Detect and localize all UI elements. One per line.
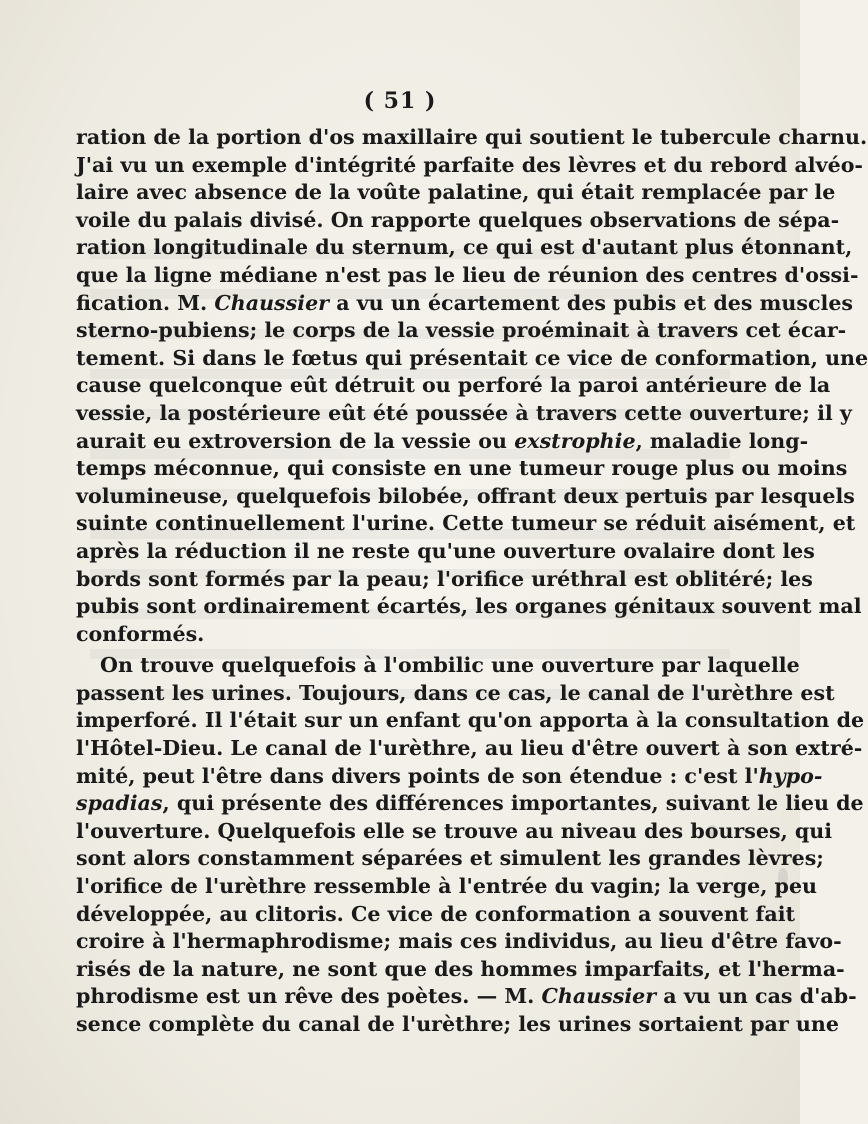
- text-line: pubis sont ordinairement écartés, les organes génitaux souvent mal: [76, 594, 862, 619]
- italic-term: spadias: [76, 791, 163, 816]
- text-line: phrodisme est un rêve des poètes. — M. Chaussier a vu un cas d'ab-: [76, 984, 857, 1009]
- text-line: imperforé. Il l'était sur un enfant qu'on apporta à la consultation de: [76, 708, 865, 733]
- text-line: que la ligne médiane n'est pas le lieu de réunion des centres d'ossi-: [76, 262, 859, 287]
- text-line: sont alors constamment séparées et simulent les grandes lèvres;: [76, 846, 824, 871]
- text-line: tement. Si dans le fœtus qui présentait ce vice de conformation, une: [76, 345, 868, 370]
- text-line: développée, au clitoris. Ce vice de conformation a souvent fait: [76, 901, 796, 926]
- text-line: passent les urines. Toujours, dans ce cas, le canal de l'urèthre est: [76, 680, 835, 705]
- text-line: suinte continuellement l'urine. Cette tumeur se réduit aisément, et: [76, 511, 856, 536]
- text-line: sterno-pubiens; le corps de la vessie proéminait à travers cet écar-: [76, 318, 847, 343]
- text-line: croire à l'hermaphrodisme; mais ces individus, au lieu d'être favo-: [76, 929, 842, 954]
- text-line: conformés.: [76, 621, 205, 646]
- text-line: bords sont formés par la peau; l'orifice uréthral est oblitéré; les: [76, 566, 813, 591]
- text-line: cause quelconque eût détruit ou perforé la paroi antérieure de la: [76, 373, 831, 398]
- paragraph-2: [76, 652, 865, 1038]
- page-number: ( 51 ): [363, 88, 437, 114]
- text-line: vessie, la postérieure eût été poussée à travers cette ouverture; il y: [76, 400, 852, 425]
- text-line: On trouve quelquefois à l'ombilic une ouverture par laquelle: [100, 653, 800, 678]
- italic-term: hypo-: [758, 763, 823, 788]
- text-line: ration longitudinale du sternum, ce qui est d'autant plus étonnant,: [76, 235, 853, 260]
- text-line: fication. M. Chaussier a vu un écartement des pubis et des muscles: [76, 290, 854, 315]
- italic-term: Chaussier: [541, 984, 657, 1009]
- paragraph-1: [76, 124, 868, 648]
- text-line: l'ouverture. Quelquefois elle se trouve au niveau des bourses, qui: [76, 818, 833, 843]
- text-line: voile du palais divisé. On rapporte quelques observations de sépa-: [76, 207, 840, 232]
- italic-term: Chaussier: [214, 290, 330, 315]
- text-line: après la réduction il ne reste qu'une ouverture ovalaire dont les: [76, 538, 815, 563]
- text-line: risés de la nature, ne sont que des hommes imparfaits, et l'herma-: [76, 956, 845, 981]
- text-line: ration de la portion d'os maxillaire qui soutient le tubercule charnu.: [76, 125, 868, 149]
- body-text: [76, 124, 868, 1039]
- text-line: volumineuse, quelquefois bilobée, offrant deux pertuis par lesquels: [76, 483, 855, 508]
- italic-term: exstrophie: [514, 428, 636, 453]
- text-line: J'ai vu un exemple d'intégrité parfaite des lèvres et du rebord alvéo-: [76, 152, 863, 177]
- text-line: l'Hôtel-Dieu. Le canal de l'urèthre, au lieu d'être ouvert à son extré-: [76, 736, 863, 761]
- text-line: temps méconnue, qui consiste en une tumeur rouge plus ou moins: [76, 456, 848, 481]
- text-line: aurait eu extroversion de la vessie ou exstrophie, maladie long-: [76, 428, 809, 453]
- text-line: mité, peut l'être dans divers points de son étendue : c'est l'hypo-: [76, 763, 823, 788]
- text-line: spadias, qui présente des différences importantes, suivant le lieu de: [76, 791, 864, 816]
- text-line: l'orifice de l'urèthre ressemble à l'entrée du vagin; la verge, peu: [76, 874, 818, 899]
- text-line: sence complète du canal de l'urèthre; les urines sortaient par une: [76, 1012, 839, 1036]
- text-line: laire avec absence de la voûte palatine, qui était remplacée par le: [76, 180, 836, 205]
